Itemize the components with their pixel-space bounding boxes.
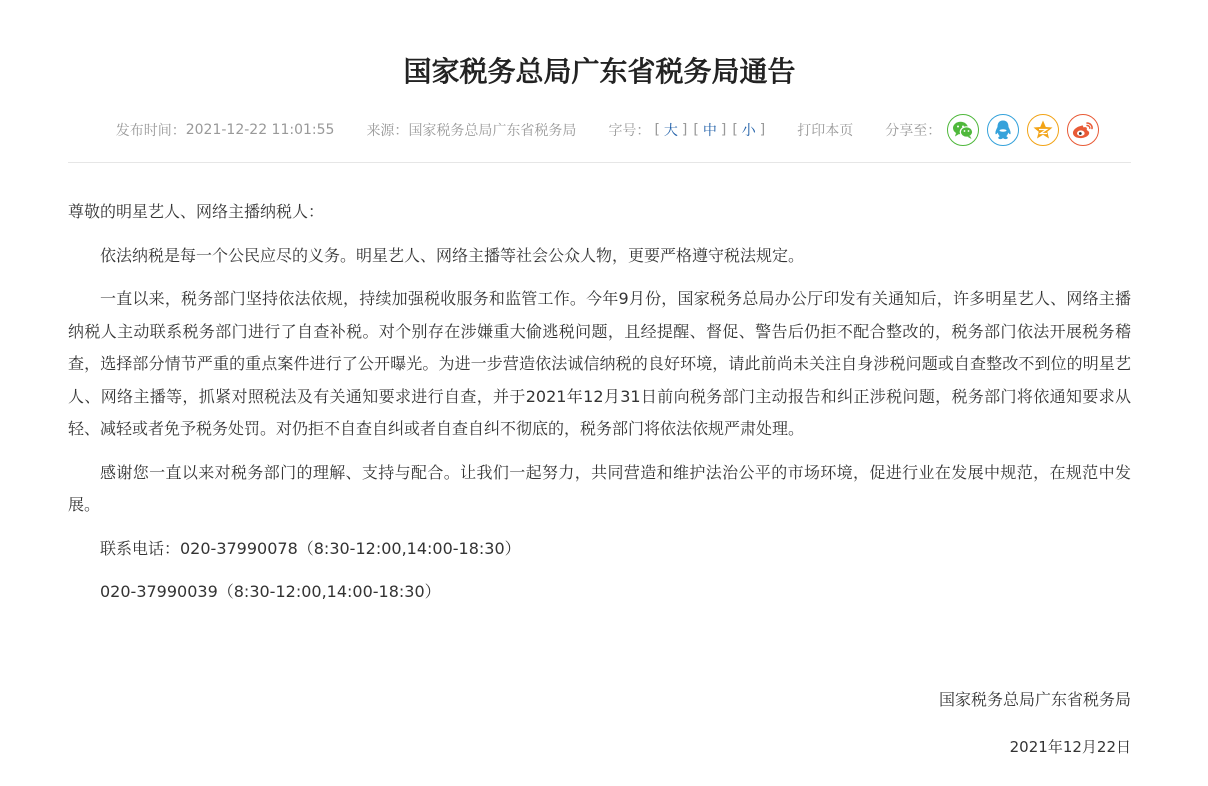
font-size-label: 字号：	[608, 123, 651, 139]
signature: 国家税务总局广东省税务局	[938, 690, 1131, 709]
paragraph-1: 依法纳税是每一个公民应尽的义务。明星艺人、网络主播等社会公众人物，更要严格遵守税法规定。	[100, 245, 805, 265]
source	[366, 120, 576, 140]
qq-icon[interactable]	[987, 114, 1019, 146]
article-body	[68, 196, 1131, 620]
publish-time	[116, 120, 335, 140]
share-label: 分享至：	[885, 123, 942, 139]
weibo-icon[interactable]	[1067, 114, 1099, 146]
font-size-switcher: 字号： [ 大 ] [ 中 ] [ 小 ]	[608, 122, 766, 139]
font-size-small-button[interactable]: 小	[741, 123, 756, 139]
publish-time-value: 2021-12-22 11:01:55	[185, 122, 335, 138]
divider	[68, 162, 1131, 163]
page-title: 国家税务总局广东省税务局通告	[403, 55, 796, 88]
contact-phone-1: 联系电话：020-37990078（8:30-12:00,14:00-18:30）	[100, 538, 521, 558]
source-value: 国家税务总局广东省税务局	[408, 123, 577, 139]
source-label: 来源：	[366, 123, 409, 139]
salutation: 尊敬的明星艺人、网络主播纳税人：	[68, 202, 325, 221]
article-meta	[68, 110, 1131, 150]
qzone-icon[interactable]	[1027, 114, 1059, 146]
print-button[interactable]: 打印本页	[797, 123, 854, 139]
paragraph-2: 一直以来，税务部门坚持依法依规，持续加强税收服务和监管工作。今年9月份，国家税务总局办公厅印发有关通知后，许多明星艺人、网络主播纳税人主动联系税务部门进行了自查补税。对个别存在涉嫌重大偷逃税问题，且经提醒、督促、警告后仍拒不配合整改的，税务部门依法开展税务稽查，选择部分情节严重的重点案件进行了公开曝光。为进一步营造依法诚信纳税的良好环境，请此前尚未关注自身涉税问题或自查整改不到位的明星艺人、网络主播等，抓紧对照税法及有关通知要求进行自查，并于2021年12月31日前向税务部门主动报告和纠正涉税问题，税务部门将依通知要求从轻、减轻或者免予税务处罚。对仍拒不自查自纠或者自查自纠不彻底的，税务部门将依法依规严肃处理。	[68, 289, 1131, 438]
publish-time-label: 发布时间：	[115, 123, 186, 139]
font-size-medium-button[interactable]: 中	[702, 123, 717, 139]
font-size-large-button[interactable]: 大	[663, 123, 678, 139]
contact-phone-2: 020-37990039（8:30-12:00,14:00-18:30）	[100, 582, 441, 601]
wechat-icon[interactable]	[947, 114, 979, 146]
sign-date: 2021年12月22日	[1009, 738, 1131, 756]
share-bar	[885, 114, 1099, 146]
paragraph-3: 感谢您一直以来对税务部门的理解、支持与配合。让我们一起努力，共同营造和维护法治公平的市场环境，促进行业在发展中规范，在规范中发展。	[68, 462, 1131, 514]
